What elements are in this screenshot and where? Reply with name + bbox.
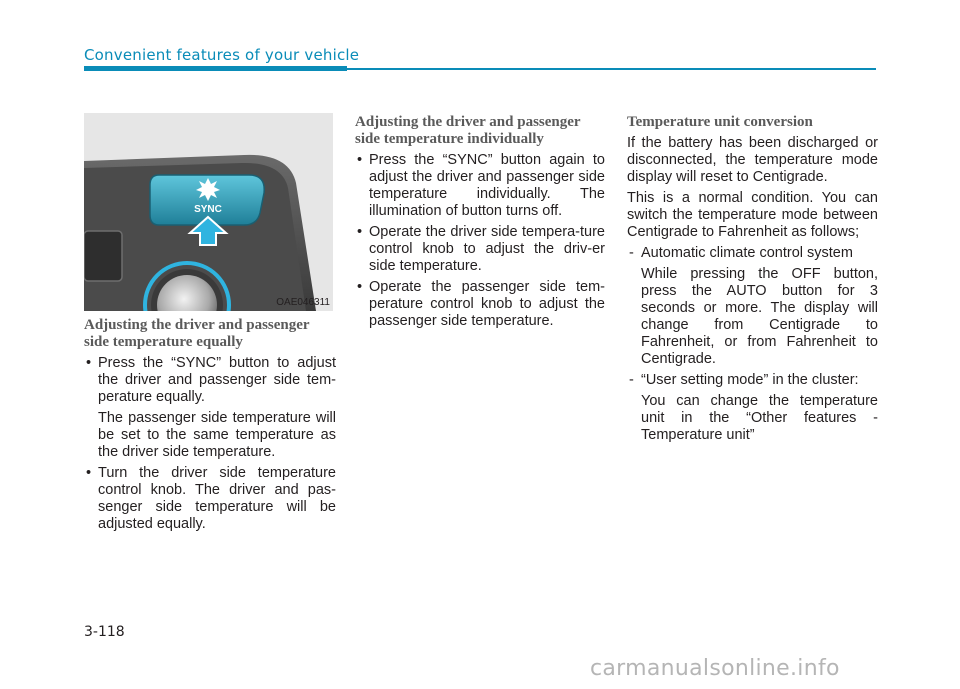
climate-panel-drawing: [84, 113, 333, 311]
dash-item-detail: You can change the temperature unit in the “Other features - Temperature unit”: [641, 393, 878, 443]
display-window: [84, 231, 122, 281]
indicator-light-icon: [196, 178, 220, 201]
paragraph: If the battery has been discharged or disconnected, the temperature mode display will reset to Centigrade.: [627, 135, 878, 185]
dash-item-detail: While pressing the OFF button, press the AUTO button for 3 seconds or more. The display will change from Centigrade to Fahrenheit, or from Fahrenheit to Centigrade.: [641, 266, 878, 367]
heading-adjust-equally: Adjusting the driver and passenger side temperature equally: [84, 317, 310, 350]
watermark: carmanualsonline.info: [590, 656, 840, 681]
column-3: [627, 114, 878, 448]
section-title: Convenient features of your vehicle: [84, 46, 360, 64]
sync-button-illustration: [84, 113, 333, 311]
heading-unit-conversion: Temperature unit conversion: [627, 114, 813, 130]
paragraph: This is a normal condition. You can switch the temperature mode between Centigrade to Fahrenheit as follows;: [627, 190, 878, 240]
dash-item: - Automatic climate control system: [627, 245, 878, 262]
list-item: • Press the “SYNC” button again to adjust the driver and passenger side temperature individually. The illumination of button turns off.: [355, 152, 605, 220]
dash-item: - “User setting mode” in the cluster:: [627, 372, 878, 389]
list-item: • Press the “SYNC” button to adjust the driver and passenger side tem-perature equally.: [84, 355, 336, 406]
header-rule-thick: [84, 66, 347, 71]
figure-code: OAE046311: [276, 297, 330, 308]
header-rule-thin: [347, 68, 876, 70]
list-item: • Operate the passenger side tem-perature control knob to adjust the passenger side temperature.: [355, 279, 605, 330]
list-item: • Turn the driver side temperature control knob. The driver and pas-senger side temperature will be adjusted equally.: [84, 465, 336, 533]
column-2: [355, 114, 605, 334]
column-1: [84, 317, 336, 537]
sync-button-label: SYNC: [194, 204, 222, 215]
list-item-detail: The passenger side temperature will be set to the same temperature as the driver side temperature.: [98, 410, 336, 460]
list-item: • Operate the driver side tempera-ture control knob to adjust the driv-er side temperature.: [355, 224, 605, 275]
heading-adjust-individually: Adjusting the driver and passenger side temperature individually: [355, 114, 581, 147]
page-number: 3-118: [84, 624, 125, 640]
